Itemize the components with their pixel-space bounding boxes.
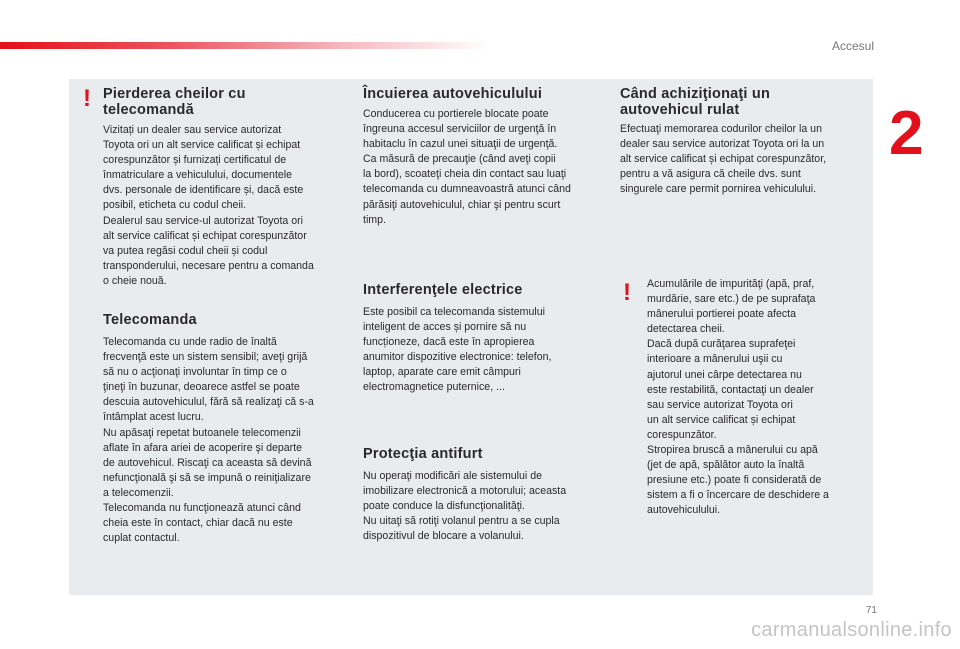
heading-interference: Interferenţele electrice [363, 282, 523, 298]
heading-locking: Încuierea autovehiculului [363, 86, 543, 102]
header-accent-bar [0, 42, 490, 49]
text-antitheft: Nu operaţi modificări ale sistemului de imobilizare electronică a motorului; aceasta poate conduce la disfuncţionalităţi. Nu uitaţi să rotiţi volanul pentru a se cupla dispozitivul de blocare a volanului. [363, 470, 567, 543]
heading-remote: Telecomanda [103, 312, 197, 328]
text-used-vehicle: Efectuaţi memorarea codurilor cheilor la un dealer sau service autorizat Toyota ori la un alt service calificat și echipat corespunzător, pentru a vă asigura că cheile dvs. sunt singurele care permit pornirea vehiculului. [620, 123, 827, 196]
warning-icon: ! [623, 279, 631, 306]
text-lost-keys: Vizitați un dealer sau service autorizat Toyota ori un alt service calificat și echipat corespunzător și furnizați certificatul de înmatriculare a vehiculului, documentele dvs. personale de identificare și, dacă este posibil, eticheta cu codul cheii. Dealerul sau service-ul autorizat Toyota ori alt service calificat și echipat corespunzător va putea regăsi codul cheii și codul transponderului, necesare pentru a comanda o cheie nouă. [103, 124, 314, 287]
warning-icon: ! [83, 85, 91, 112]
watermark-text: carmanualsonline.info [751, 619, 952, 641]
chapter-number: 2 [889, 99, 924, 168]
text-interference: Este posibil ca telecomanda sistemului inteligent de acces și pornire să nu funcționeze, dacă este în apropierea anumitor dispozitive electronice: telefon, laptop, aparate care emit câmpuri electromagnetice puternice, ... [363, 306, 552, 394]
heading-lost-keys: Pierderea cheilor cu telecomandă [103, 86, 246, 118]
text-remote: Telecomanda cu unde radio de înaltă frecvenţă este un sistem sensibil; aveţi grijă să nu o acţionaţi involuntar în timp ce o ţineţi în buzunar, deoarece astfel se poate descuia autovehiculul, fără să realizaţi că s-a întâmplat acest lucru. Nu apăsaţi repetat butoanele telecomenzii aflate în afara ariei de acoperire şi departe de autovehicul. Riscaţi ca aceasta să devină nefuncţională şi să se impună o reiniţializare a telecomenzii. Telecomanda nu funcţionează atunci când cheia este în contact, chiar dacă nu este cuplat contactul. [103, 336, 314, 545]
text-locking: Conducerea cu portierele blocate poate îngreuna accesul serviciilor de urgenţă în habitaclu în cazul unei situaţii de urgenţă. Ca măsură de precauţie (când aveţi copii la bord), scoateţi cheia din contact sau luaţi telecomanda cu dumneavoastră atunci când părăsiţi autovehiculul, chiar şi pentru scurt timp. [363, 108, 571, 226]
content-panel [69, 79, 873, 595]
page-number: 71 [865, 605, 877, 616]
text-handle-warning: Acumulările de impurităţi (apă, praf, murdărie, sare etc.) de pe suprafaţa mânerului portierei poate afecta detectarea cheii. Dacă după curăţarea suprafeţei interioare a mânerului uşii cu ajutorul unei cârpe detectarea nu este restabilită, contactaţi un dealer sau service autorizat Toyota ori un alt service calificat și echipat corespunzător. Stropirea bruscă a mânerului cu apă (jet de apă, spălător auto la înaltă presiune etc.) poate fi considerată de sistem a fi o încercare de deschidere a autovehiculului. [647, 278, 829, 517]
section-label: Accesul [831, 39, 874, 53]
heading-antitheft: Protecţia antifurt [363, 446, 483, 462]
heading-used-vehicle: Când achiziţionaţi un autovehicul rulat [620, 86, 771, 118]
